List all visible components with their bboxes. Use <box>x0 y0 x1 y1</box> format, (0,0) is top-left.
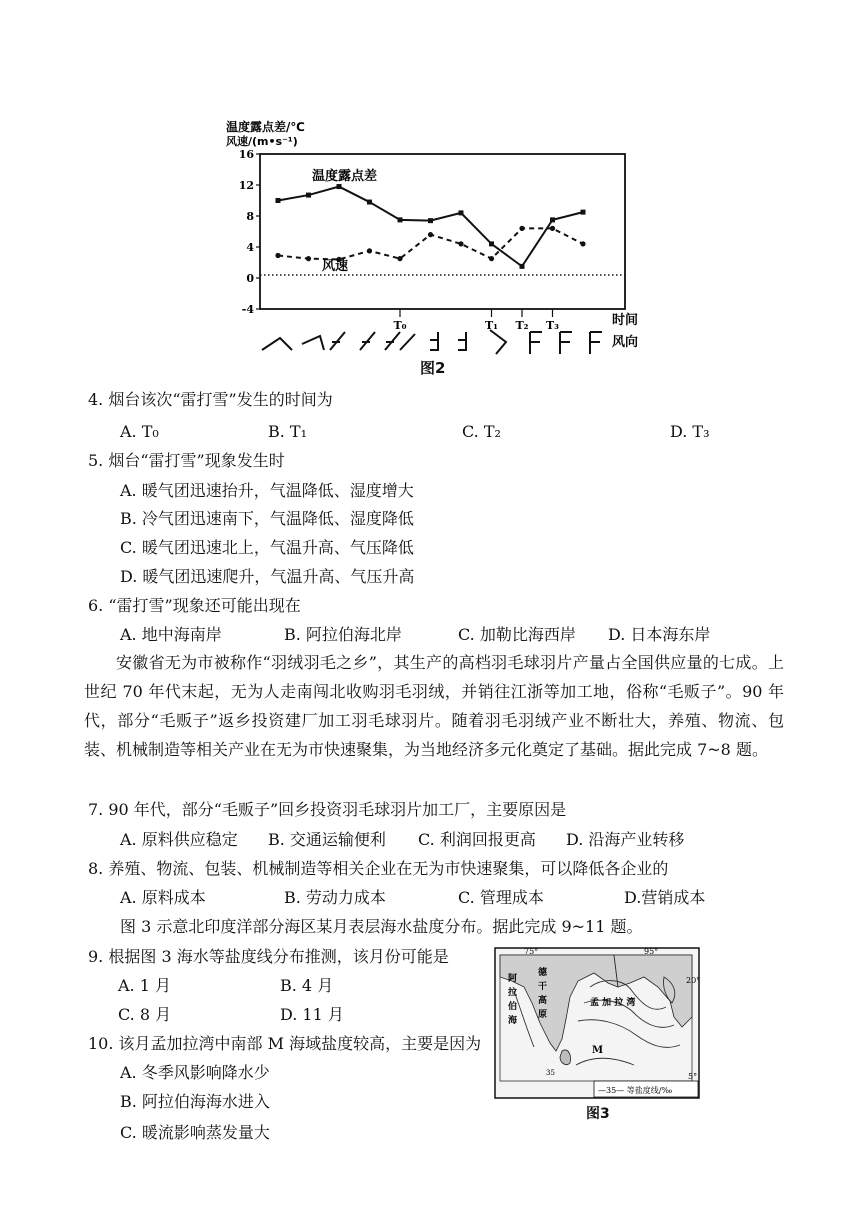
q4-option-b: B. T₁ <box>268 422 308 441</box>
wind-barb-12 <box>590 332 602 354</box>
q7-option-b: B. 交通运输便利 <box>268 830 386 849</box>
deccan-char-2: 干 <box>538 982 548 992</box>
contour-35-label: 35 <box>546 1069 555 1077</box>
q6-option-d: D. 日本海东岸 <box>608 625 711 644</box>
figure-2-caption: 图2 <box>420 359 446 377</box>
lon-95-label: 95° <box>644 947 659 956</box>
q6-stem: 6. “雷打雪”现象还可能出现在 <box>88 596 301 615</box>
q6-option-c: C. 加勒比海西岸 <box>458 625 576 644</box>
lat-20-label: 20° <box>686 976 700 985</box>
q5-stem: 5. 烟台“雷打雪”现象发生时 <box>88 451 285 470</box>
temp-dewpoint-point <box>520 264 525 269</box>
passage-text: 安徽省无为市被称作“羽绒羽毛之乡”，其生产的高档羽毛球羽片产量占全国供应量的七成。上世纪 70 年代末起，无为人走南闯北收购羽毛羽绒，并销往江浙等加工地，俗称“毛贩子”。90 年代，部分“毛贩子”返乡投资建厂加工羽毛球羽片。随着羽毛羽绒产业不断壮大，养殖、物流、包装、机械制造等相关产业在无为市快速聚集，为当地经济多元化奠定了基础。据此完成 7~8 题。 <box>84 653 784 759</box>
q9-option-c: C. 8 月 <box>118 1005 172 1024</box>
q4-stem: 4. 烟台该次“雷打雪”发生的时间为 <box>88 390 333 409</box>
q6-option-b: B. 阿拉伯海北岸 <box>284 625 402 644</box>
q10-option-c: C. 暖流影响蒸发量大 <box>120 1123 270 1142</box>
wind-speed-point <box>489 256 494 261</box>
m-region-label: M <box>592 1045 604 1056</box>
q6-option-a: A. 地中海南岸 <box>120 625 222 644</box>
deccan-char-1: 德 <box>538 968 548 978</box>
time-mark-label: T₁ <box>484 319 499 332</box>
figure-3-caption: 图3 <box>586 1106 610 1122</box>
figure-3-map <box>494 947 700 1099</box>
wind-barb-4 <box>360 332 375 350</box>
y-tick-label: 0 <box>246 272 254 285</box>
series-label-temp: 温度露点差 <box>312 169 378 184</box>
wind-barbs <box>262 330 602 354</box>
q7-option-a: A. 原料供应稳定 <box>120 830 238 849</box>
y-axis-label-1: 温度露点差/℃ <box>226 120 305 134</box>
q8-option-d: D.营销成本 <box>624 888 706 907</box>
q10-stem: 10. 该月孟加拉湾中南部 M 海域盐度较高，主要是因为 <box>88 1034 482 1053</box>
wind-barb-9 <box>490 330 506 354</box>
q10-option-b: B. 阿拉伯海海水进入 <box>120 1092 270 1111</box>
wind-barb-1 <box>262 338 292 350</box>
arabian-sea-char-2: 拉 <box>508 988 518 998</box>
q5-option-a: A. 暖气团迅速抬升，气温降低、湿度增大 <box>120 481 414 500</box>
sri-lanka <box>560 1050 571 1065</box>
wind-speed-point <box>275 253 280 258</box>
line-chart <box>220 110 650 380</box>
temp-dewpoint-point <box>337 184 342 189</box>
wind-barb-5 <box>385 332 400 350</box>
figure-2 <box>220 110 650 380</box>
temp-dewpoint-line <box>278 187 583 267</box>
y-axis-label-2: 风速/(m•s⁻¹) <box>226 135 298 148</box>
wind-barb-3 <box>330 332 345 350</box>
time-mark-label: T₃ <box>545 319 560 332</box>
q7-option-d: D. 沿海产业转移 <box>566 830 685 849</box>
temp-dewpoint-point <box>459 210 464 215</box>
q4-option-a: A. T₀ <box>120 422 159 441</box>
salinity-map <box>494 947 700 1099</box>
q9-stem: 9. 根据图 3 海水等盐度线分布推测，该月份可能是 <box>88 947 449 966</box>
wind-barb-8 <box>458 332 466 350</box>
q5-option-b: B. 冷气团迅速南下，气温降低、湿度降低 <box>120 509 414 528</box>
wind-direction-label: 风向 <box>612 335 639 350</box>
q5-option-c: C. 暖气团迅速北上，气温升高、气压降低 <box>120 538 414 557</box>
q9-option-d: D. 11 月 <box>280 1005 344 1024</box>
q8-option-a: A. 原料成本 <box>120 888 206 907</box>
wind-barb-2 <box>302 336 324 350</box>
q7-stem: 7. 90 年代，部分“毛贩子”回乡投资羽毛球羽片加工厂，主要原因是 <box>88 800 567 819</box>
lat-5-label: 5° <box>688 1072 698 1081</box>
time-mark-label: T₂ <box>515 319 529 332</box>
figure3-intro: 图 3 示意北印度洋部分海区某月表层海水盐度分布。据此完成 9~11 题。 <box>120 917 643 936</box>
q8-stem: 8. 养殖、物流、包装、机械制造等相关企业在无为市快速聚集，可以降低各企业的 <box>88 859 669 878</box>
y-tick-label: 8 <box>246 210 254 223</box>
wind-speed-point <box>367 248 372 253</box>
y-tick-label: 4 <box>246 241 254 254</box>
q8-option-b: B. 劳动力成本 <box>284 888 386 907</box>
q9-option-b: B. 4 月 <box>280 976 334 995</box>
wind-speed-point <box>458 241 463 246</box>
wind-barb-10 <box>530 332 542 354</box>
temp-dewpoint-point <box>489 241 494 246</box>
arabian-sea-char-4: 海 <box>508 1016 518 1026</box>
legend-text: —35— 等盐度线/‰ <box>598 1086 673 1095</box>
bay-of-bengal-label: 孟 加 拉 湾 <box>590 998 636 1008</box>
wind-barb-7 <box>430 332 438 350</box>
deccan-char-3: 高 <box>538 996 548 1006</box>
q5-option-d: D. 暖气团迅速爬升，气温升高、气压升高 <box>120 567 415 586</box>
time-mark-label: T₀ <box>393 319 407 332</box>
q10-option-a: A. 冬季风影响降水少 <box>120 1063 270 1082</box>
y-tick-label: 12 <box>238 179 254 192</box>
deccan-char-4: 原 <box>538 1010 548 1020</box>
arabian-sea-char-1: 阿 <box>508 974 518 984</box>
wind-speed-point <box>306 256 311 261</box>
lon-75-label: 75° <box>524 947 539 956</box>
wind-barb-6 <box>400 334 415 350</box>
q7-option-c: C. 利润回报更高 <box>418 830 536 849</box>
series-label-wind: 风速 <box>322 259 349 274</box>
temp-dewpoint-point <box>398 217 403 222</box>
temp-dewpoint-point <box>550 217 555 222</box>
wind-speed-point <box>428 232 433 237</box>
q8-option-c: C. 管理成本 <box>458 888 544 907</box>
temp-dewpoint-point <box>428 218 433 223</box>
temp-dewpoint-point <box>367 200 372 205</box>
q4-option-c: C. T₂ <box>462 422 501 441</box>
y-tick-label: 16 <box>238 148 254 161</box>
q9-option-a: A. 1 月 <box>118 976 171 995</box>
x-axis-label: 时间 <box>612 313 639 328</box>
wind-speed-point <box>580 241 585 246</box>
wind-speed-point <box>550 226 555 231</box>
y-tick-label: -4 <box>241 303 254 316</box>
wind-speed-point <box>519 226 524 231</box>
temp-dewpoint-point <box>276 198 281 203</box>
wind-barb-11 <box>560 332 572 354</box>
temp-dewpoint-point <box>581 210 586 215</box>
temp-dewpoint-point <box>306 193 311 198</box>
q4-option-d: D. T₃ <box>670 422 710 441</box>
wind-speed-point <box>397 256 402 261</box>
arabian-sea-char-3: 伯 <box>508 1002 518 1012</box>
